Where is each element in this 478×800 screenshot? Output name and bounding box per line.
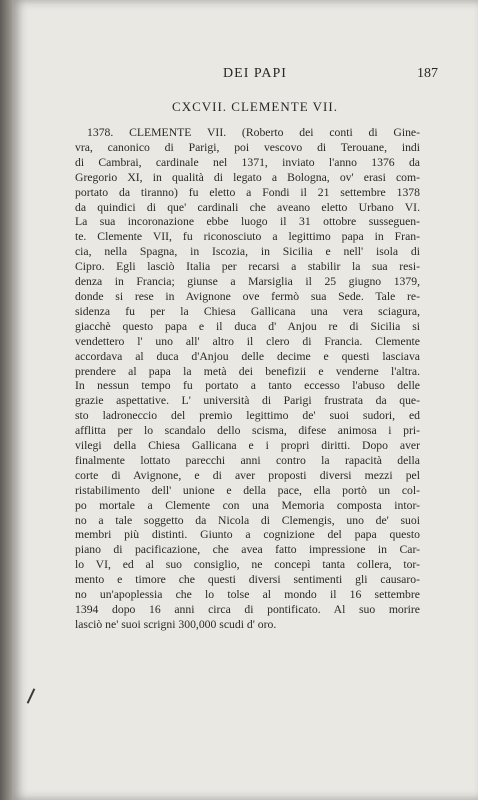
text-line: La sua incoronazione ebbe luogo il 31 ottobre susseguen- xyxy=(75,215,420,229)
text-line: portato da tiranno) fu eletto a Fondi il 21 settembre 1378 xyxy=(75,185,420,199)
body-paragraph xyxy=(75,126,420,633)
text-line: 1378. CLEMENTE VII. (Roberto dei conti di Gine- xyxy=(87,126,420,139)
running-title: DEI PAPI xyxy=(223,66,287,81)
text-line: prendere al papa la metà dei benefizii e venderne l'altra. xyxy=(75,364,420,378)
text-line: no un'apoplessia che lo tolse al mondo il 16 settembre xyxy=(75,588,420,602)
book-gutter xyxy=(0,0,12,800)
text-line: Gregorio XI, in qualità di legato a Bologna, ov' erasi com- xyxy=(75,170,420,184)
text-line: 1394 dopo 16 anni circa di pontificato. Al suo morire xyxy=(75,603,420,616)
running-head xyxy=(72,66,438,86)
text-line: da quindici di que' cardinali che aveano eletto Urbano VI. xyxy=(75,200,420,214)
text-line: membri più distinti. Giunto a cognizione del papa questo xyxy=(75,528,420,542)
text-line: di Cambrai, cardinale nel 1371, inviato l'anno 1376 da xyxy=(75,155,420,169)
text-line: lo VI, ed al suo consiglio, ne concepì tanta collera, tor- xyxy=(75,558,420,572)
text-line: donde si rese in Avignone ove fermò sua Sede. Tale re- xyxy=(75,289,420,303)
text-line: sidenza fu per la Chiesa Gallicana una vera sciagura, xyxy=(75,304,420,318)
text-line: vendettero l' uno all' altro il clero di Francia. Clemente xyxy=(75,334,420,348)
text-line: afflitta per lo scandalo dello scisma, difese animosa i pri- xyxy=(75,424,420,438)
text-line: cia, nella Spagna, in Iscozia, in Sicilia e nell' isola di xyxy=(75,245,420,259)
book-page xyxy=(12,0,478,800)
text-line: ristabilimento dell' unione e della pace, ella portò un col- xyxy=(75,483,420,497)
text-line: mento e timore che questi diversi sentimenti gli causaro- xyxy=(75,573,420,587)
text-line: accordava al duca d'Anjou delle decime e questi lasciava xyxy=(75,349,420,363)
text-line: te. Clemente VII, fu riconosciuto a legittimo papa in Fran- xyxy=(75,230,420,244)
text-line: finalmente lottato parecchi anni contro la rapacità della xyxy=(75,453,420,467)
text-line: vilegi della Chiesa Gallicana e i propri diritti. Dopo aver xyxy=(75,439,420,453)
page-number: 187 xyxy=(417,66,438,81)
text-line: lasciò ne' suoi scrigni 300,000 scudi d' oro. xyxy=(75,617,277,631)
text-line: giacchè questo papa e il duca d' Anjou re di Sicilia si xyxy=(75,319,420,333)
text-line: In nessun tempo fu portato a tanto eccesso l'abuso delle xyxy=(75,379,420,393)
text-line: Cipro. Egli lasciò Italia per recarsi a stabilir la sua resi- xyxy=(75,260,420,274)
text-line: po mortale a Clemente con una Memoria composta intor- xyxy=(75,498,420,512)
text-line: corte di Avignone, e di aver proposti diversi mezzi pel xyxy=(75,468,420,482)
text-line: piano di pacificazione, che avea fatto impressione in Car- xyxy=(75,543,420,557)
section-title: CXCVII. CLEMENTE VII. xyxy=(172,99,338,114)
text-line: sto ladroneccio del premio legittimo de' suoi sudori, ed xyxy=(75,409,420,423)
text-line: grazie aspettative. L' università di Parigi frustrata da que- xyxy=(75,394,420,408)
text-line: vra, canonico di Parigi, poi vescovo di Terouane, indi xyxy=(75,140,420,154)
text-line: denza in Francia; giunse a Marsiglia il 25 giugno 1379, xyxy=(75,275,420,289)
text-line: no a tale soggetto da Nicola di Clemengis, uno de' suoi xyxy=(75,513,420,527)
